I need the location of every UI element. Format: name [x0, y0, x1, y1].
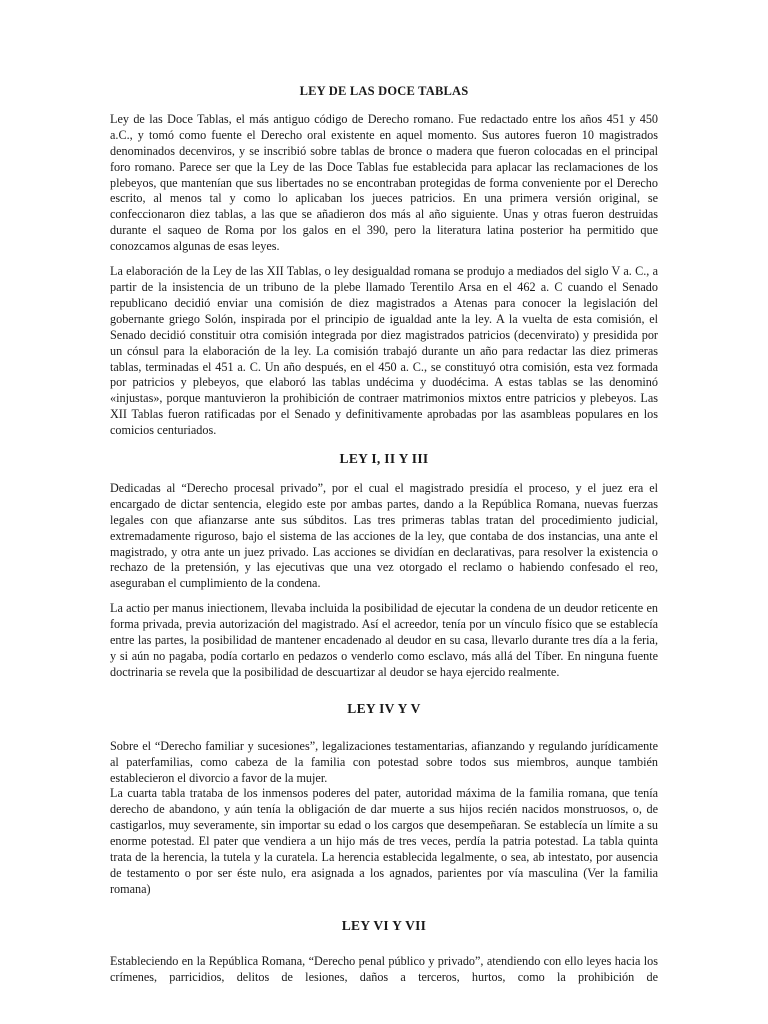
section-3-paragraph-1: Estableciendo en la República Romana, “Derecho penal público y privado”, atendiendo con ello leyes hacia los crímenes, parricidios, delitos de lesiones, daños a terceros, hurtos, como la prohibición de	[110, 953, 658, 984]
intro-paragraph-2: La elaboración de la Ley de las XII Tablas, o ley desigualdad romana se produjo a mediados del siglo V a. C., a partir de la insistencia de un tribuno de la plebe llamado Terentilo Arsa en el 462 a. C cuando el Senado republicano decidió enviar una comisión de diez magistrados a Atenas para conocer la legislación del gobernante griego Solón, inspirada por el principio de igualdad ante la ley. A la vuelta de esta comisión, el Senado decidió constituir otra comisión integrada por diez magistrados patricios (decenvirato) y presidida por un cónsul para la elaboración de la ley. La comisión trabajó durante un año para redactar las diez primeras tablas, terminadas el 451 a. C. Un año después, en el 450 a. C., se constituyó otra comisión, esta vez formada por patricios y plebeyos, que elaboró las tablas undécima y duodécima. A estas tablas se las denominó «injustas», porque mantuvieron la prohibición de contraer matrimonios mixtos entre patricios y plebeyos. Las XII Tablas fueron ratificadas por el Senado y definitivamente aprobadas por las asambleas populares en los comicios centuriados.	[110, 264, 658, 438]
section-1-paragraph-1: Dedicadas al “Derecho procesal privado”, por el cual el magistrado presidía el proceso, y el juez era el encargado de dictar sentencia, elegido este por ambas partes, dando a la República Romana, nuevas fuerzas legales con que afianzarse ante sus súbditos. Las tres primeras tablas tratan del procedimiento judicial, extremadamente riguroso, bajo el sistema de las acciones de la ley, que contaba de dos instancias, una ante el magistrado, y otra ante un juez privado. Las acciones se dividían en declarativas, para resolver la existencia o rechazo de la pretensión, y las ejecutivas que una vez otorgado el reclamo o habiendo confesado el reo, aseguraban el cumplimiento de la condena.	[110, 480, 658, 591]
section-1-paragraph-2: La actio per manus iniectionem, llevaba incluida la posibilidad de ejecutar la condena de un deudor reticente en forma privada, previa autorización del magistrado. Así el acreedor, tenía por un vínculo físico que se establecía entre las partes, la posibilidad de mantener encadenado al deudor en su casa, llevarlo durante tres día a la feria, y si aún no pagaba, podía cortarlo en pedazos o venderlo como esclavo, más allá del Tíber. En ninguna fuente doctrinaria se revela que la posibilidad de descuartizar al deudor se haya ejercido realmente.	[110, 601, 658, 679]
section-heading-ley-i-ii-iii: LEY I, II Y III	[339, 451, 429, 467]
section-2-paragraph-1: Sobre el “Derecho familiar y sucesiones”, legalizaciones testamentarias, afianzando y regulando jurídicamente al paterfamilias, como cabeza de la familia con potestad sobre todos sus miembros, aunque también establecieron el divorcio a favor de la mujer.	[110, 738, 658, 785]
document-page	[110, 76, 658, 986]
section-2-paragraph-2: La cuarta tabla trataba de los inmensos poderes del pater, autoridad máxima de la familia romana, que tenía derecho de abandono, y aún tenía la obligación de dar muerte a sus hijos recién nacidos monstruosos, o, de castigarlos, muy severamente, sin importar su edad o los cargos que desempeñaran. Se establecía un límite a su enorme potestad. El pater que vendiera a un hijo más de tres veces, perdía la patria potestad. La tabla quinta trata de la herencia, la tutela y la curatela. La herencia establecida legalmente, o sea, ab intestato, por ausencia de testamento o por ser éste nulo, era asignada a los agnados, parientes por vía masculina (Ver la familia romana)	[110, 786, 658, 896]
intro-paragraph-1: Ley de las Doce Tablas, el más antiguo código de Derecho romano. Fue redactado entre los años 451 y 450 a.C., y tomó como fuente el Derecho oral existente en aquel momento. Sus autores fueron 10 magistrados denominados decenviros, y se inscribió sobre tablas de bronce o madera que fueron colocadas en el principal foro romano. Parece ser que la Ley de las Doce Tablas fue establecida para aplacar las reclamaciones de los plebeyos, que mantenían que sus libertades no se encontraban protegidas de forma conveniente por el Derecho escrito, al menos tal y como lo aplicaban los jueces patricios. En una primera versión original, se confeccionaron diez tablas, a las que se añadieron dos más al año siguiente. Unas y otras fueron destruidas durante el saqueo de Roma por los galos en el 390, pero la literatura latina posterior ha permitido que conozcamos algunas de esas leyes.	[110, 111, 658, 254]
document-title: LEY DE LAS DOCE TABLAS	[299, 84, 469, 98]
section-heading-ley-iv-v: LEY IV Y V	[347, 700, 421, 716]
section-heading-ley-vi-vii: LEY VI Y VII	[341, 917, 427, 933]
